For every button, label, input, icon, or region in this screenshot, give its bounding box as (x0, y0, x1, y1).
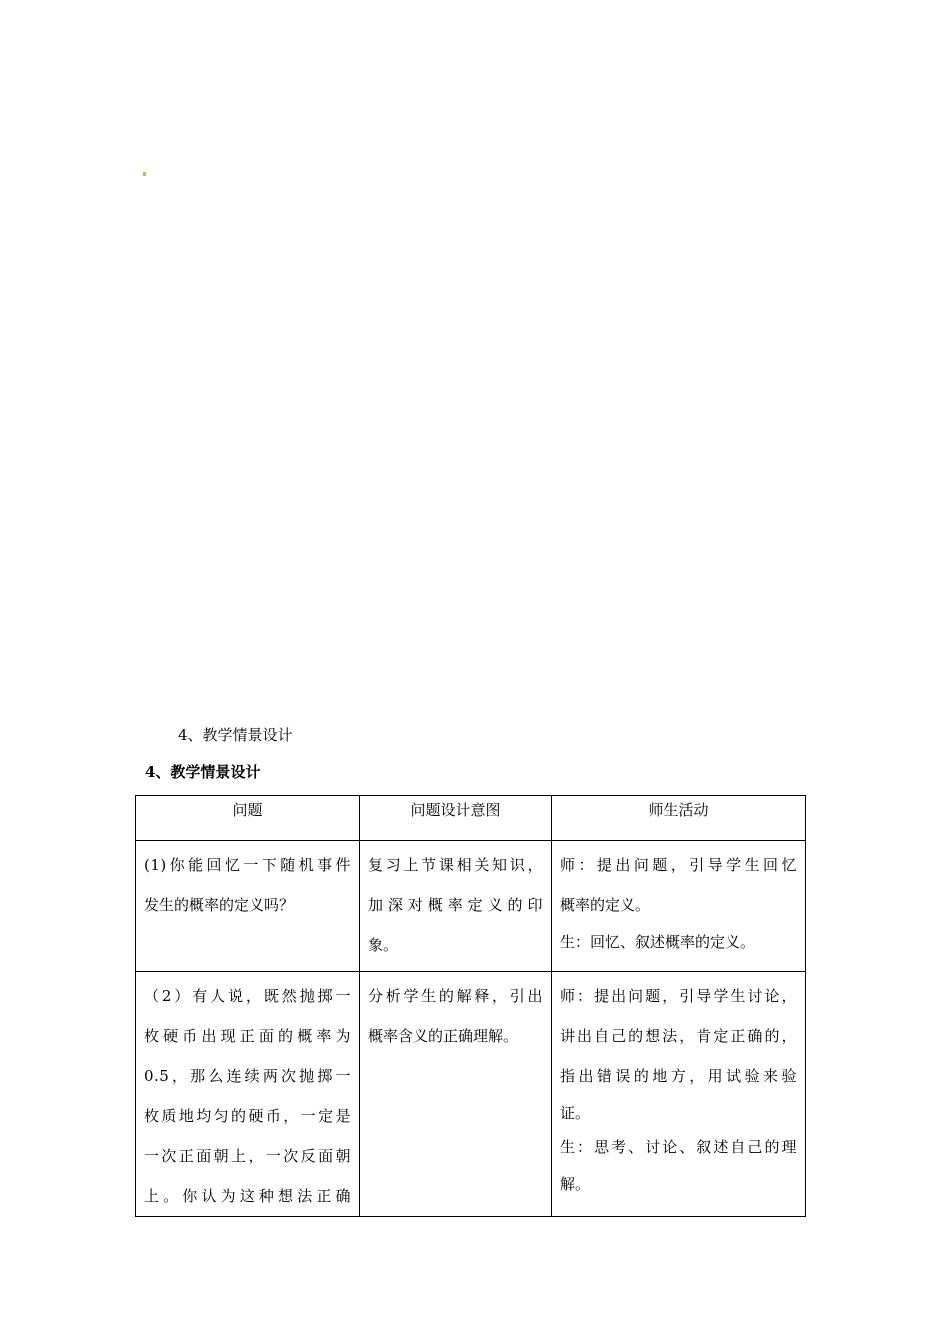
stray-mark (143, 172, 146, 176)
header-activity: 师生活动 (552, 796, 806, 841)
question-line: 枚质地均匀的硬币，一定是 (144, 1107, 351, 1125)
table-row (136, 972, 806, 1217)
activity-line: 解。 (560, 1175, 591, 1193)
teaching-design-table (135, 795, 806, 1217)
activity-line: 师：提出问题，引导学生讨论， (560, 987, 797, 1005)
intent-line: 分析学生的解释，引出 (368, 987, 543, 1005)
activity-cell (552, 972, 806, 1217)
intent-line: 复习上节课相关知识， (368, 856, 543, 874)
question-line: 0.5，那么连续两次抛掷一 (144, 1067, 351, 1085)
activity-line: 证。 (560, 1104, 591, 1122)
intent-cell (360, 841, 552, 972)
intent-line: 象。 (368, 936, 399, 954)
intent-line: 概率含义的正确理解。 (368, 1027, 519, 1045)
table-header-row (136, 796, 806, 841)
question-line: 上。你认为这种想法正确 (144, 1187, 351, 1205)
question-cell (136, 841, 360, 972)
activity-line: 指出错误的地方，用试验来验 (560, 1067, 797, 1085)
question-line: （2）有人说，既然抛掷一 (144, 987, 351, 1005)
activity-line: 师：提出问题，引导学生回忆 (560, 856, 797, 874)
question-line: (1)你能回忆一下随机事件 (144, 856, 351, 874)
activity-line: 讲出自己的想法，肯定正确的， (560, 1027, 797, 1045)
question-line: 发生的概率的定义吗？ (144, 896, 295, 914)
activity-cell (552, 841, 806, 972)
section-heading: 4、教学情景设计 (145, 763, 261, 781)
header-question: 问题 (136, 796, 360, 841)
intent-cell (360, 972, 552, 1217)
question-cell (136, 972, 360, 1217)
activity-line: 生：回忆、叙述概率的定义。 (560, 933, 756, 951)
header-intent: 问题设计意图 (360, 796, 552, 841)
table-row (136, 841, 806, 972)
activity-line: 生：思考、讨论、叙述自己的理 (560, 1138, 797, 1156)
question-line: 枚硬币出现正面的概率为 (144, 1027, 351, 1045)
activity-line: 概率的定义。 (560, 896, 651, 914)
question-line: 一次正面朝上，一次反面朝 (144, 1147, 351, 1165)
section-heading-indented: 4、教学情景设计 (178, 726, 293, 744)
intent-line: 加深对概率定义的印 (368, 896, 543, 914)
